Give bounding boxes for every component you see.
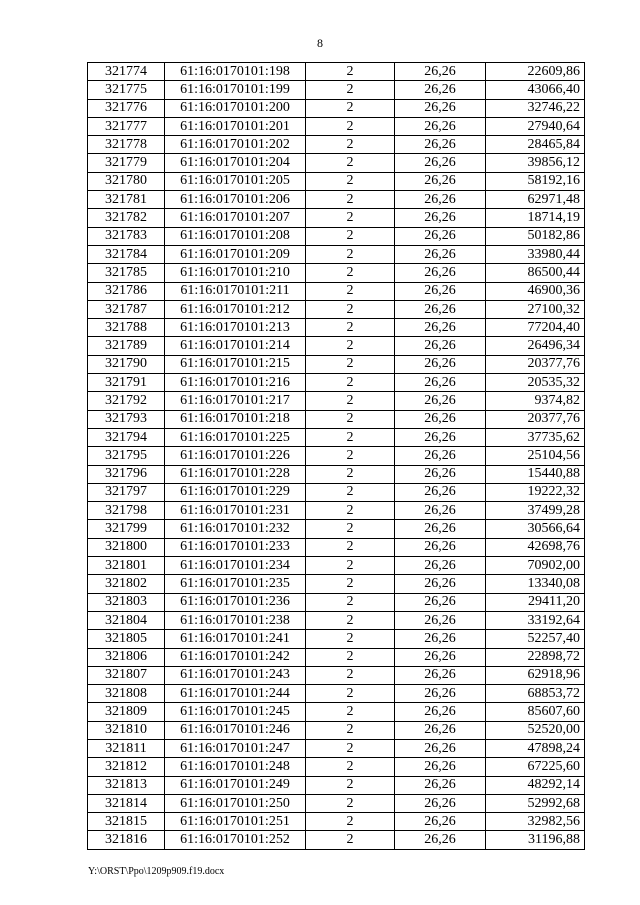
- rate-cell: 26,26: [395, 739, 486, 757]
- amount-cell: 37499,28: [486, 502, 585, 520]
- table-row: [88, 721, 585, 739]
- cadastral-number-cell: 61:16:0170101:215: [165, 355, 306, 373]
- record-number-cell: 321785: [88, 264, 165, 282]
- rate-cell: 26,26: [395, 337, 486, 355]
- amount-cell: 48292,14: [486, 776, 585, 794]
- table-row: [88, 264, 585, 282]
- category-cell: 2: [306, 227, 395, 245]
- category-cell: 2: [306, 666, 395, 684]
- rate-cell: 26,26: [395, 703, 486, 721]
- table-body: [88, 63, 585, 850]
- cadastral-number-cell: 61:16:0170101:218: [165, 410, 306, 428]
- table-row: [88, 392, 585, 410]
- rate-cell: 26,26: [395, 538, 486, 556]
- amount-cell: 52257,40: [486, 630, 585, 648]
- table-row: [88, 300, 585, 318]
- cadastral-number-cell: 61:16:0170101:226: [165, 447, 306, 465]
- rate-cell: 26,26: [395, 758, 486, 776]
- record-number-cell: 321779: [88, 154, 165, 172]
- table-row: [88, 813, 585, 831]
- amount-cell: 20377,76: [486, 410, 585, 428]
- rate-cell: 26,26: [395, 227, 486, 245]
- amount-cell: 33192,64: [486, 611, 585, 629]
- rate-cell: 26,26: [395, 630, 486, 648]
- cadastral-number-cell: 61:16:0170101:238: [165, 611, 306, 629]
- cadastral-number-cell: 61:16:0170101:242: [165, 648, 306, 666]
- table-row: [88, 593, 585, 611]
- category-cell: 2: [306, 685, 395, 703]
- amount-cell: 52520,00: [486, 721, 585, 739]
- record-number-cell: 321809: [88, 703, 165, 721]
- record-number-cell: 321793: [88, 410, 165, 428]
- page-number: 8: [317, 36, 323, 50]
- category-cell: 2: [306, 300, 395, 318]
- category-cell: 2: [306, 447, 395, 465]
- record-number-cell: 321802: [88, 575, 165, 593]
- category-cell: 2: [306, 538, 395, 556]
- category-cell: 2: [306, 557, 395, 575]
- table-row: [88, 410, 585, 428]
- rate-cell: 26,26: [395, 191, 486, 209]
- amount-cell: 43066,40: [486, 81, 585, 99]
- cadastral-number-cell: 61:16:0170101:236: [165, 593, 306, 611]
- rate-cell: 26,26: [395, 428, 486, 446]
- rate-cell: 26,26: [395, 483, 486, 501]
- record-number-cell: 321805: [88, 630, 165, 648]
- amount-cell: 52992,68: [486, 794, 585, 812]
- cadastral-number-cell: 61:16:0170101:249: [165, 776, 306, 794]
- rate-cell: 26,26: [395, 447, 486, 465]
- record-number-cell: 321777: [88, 117, 165, 135]
- record-number-cell: 321788: [88, 319, 165, 337]
- table-row: [88, 758, 585, 776]
- table-row: [88, 245, 585, 263]
- category-cell: 2: [306, 794, 395, 812]
- amount-cell: 22609,86: [486, 63, 585, 81]
- cadastral-number-cell: 61:16:0170101:248: [165, 758, 306, 776]
- cadastral-number-cell: 61:16:0170101:202: [165, 136, 306, 154]
- amount-cell: 20377,76: [486, 355, 585, 373]
- record-number-cell: 321791: [88, 374, 165, 392]
- category-cell: 2: [306, 392, 395, 410]
- table-row: [88, 81, 585, 99]
- amount-cell: 28465,84: [486, 136, 585, 154]
- cadastral-number-cell: 61:16:0170101:211: [165, 282, 306, 300]
- record-number-cell: 321804: [88, 611, 165, 629]
- cadastral-number-cell: 61:16:0170101:213: [165, 319, 306, 337]
- rate-cell: 26,26: [395, 172, 486, 190]
- category-cell: 2: [306, 245, 395, 263]
- record-number-cell: 321787: [88, 300, 165, 318]
- table-row: [88, 172, 585, 190]
- amount-cell: 33980,44: [486, 245, 585, 263]
- record-number-cell: 321812: [88, 758, 165, 776]
- rate-cell: 26,26: [395, 136, 486, 154]
- rate-cell: 26,26: [395, 282, 486, 300]
- cadastral-number-cell: 61:16:0170101:246: [165, 721, 306, 739]
- amount-cell: 9374,82: [486, 392, 585, 410]
- table-row: [88, 209, 585, 227]
- table-row: [88, 117, 585, 135]
- rate-cell: 26,26: [395, 611, 486, 629]
- record-number-cell: 321795: [88, 447, 165, 465]
- record-number-cell: 321782: [88, 209, 165, 227]
- record-number-cell: 321801: [88, 557, 165, 575]
- rate-cell: 26,26: [395, 794, 486, 812]
- table-row: [88, 831, 585, 849]
- amount-cell: 67225,60: [486, 758, 585, 776]
- table-row: [88, 63, 585, 81]
- table-row: [88, 538, 585, 556]
- record-number-cell: 321810: [88, 721, 165, 739]
- rate-cell: 26,26: [395, 355, 486, 373]
- amount-cell: 86500,44: [486, 264, 585, 282]
- category-cell: 2: [306, 465, 395, 483]
- category-cell: 2: [306, 502, 395, 520]
- category-cell: 2: [306, 63, 395, 81]
- amount-cell: 19222,32: [486, 483, 585, 501]
- cadastral-number-cell: 61:16:0170101:204: [165, 154, 306, 172]
- table-row: [88, 99, 585, 117]
- cadastral-number-cell: 61:16:0170101:247: [165, 739, 306, 757]
- record-number-cell: 321783: [88, 227, 165, 245]
- rate-cell: 26,26: [395, 721, 486, 739]
- record-number-cell: 321815: [88, 813, 165, 831]
- record-number-cell: 321790: [88, 355, 165, 373]
- category-cell: 2: [306, 593, 395, 611]
- category-cell: 2: [306, 483, 395, 501]
- amount-cell: 77204,40: [486, 319, 585, 337]
- rate-cell: 26,26: [395, 648, 486, 666]
- category-cell: 2: [306, 264, 395, 282]
- rate-cell: 26,26: [395, 831, 486, 849]
- cadastral-number-cell: 61:16:0170101:228: [165, 465, 306, 483]
- table-row: [88, 136, 585, 154]
- rate-cell: 26,26: [395, 209, 486, 227]
- amount-cell: 15440,88: [486, 465, 585, 483]
- rate-cell: 26,26: [395, 392, 486, 410]
- rate-cell: 26,26: [395, 685, 486, 703]
- category-cell: 2: [306, 117, 395, 135]
- cadastral-number-cell: 61:16:0170101:234: [165, 557, 306, 575]
- category-cell: 2: [306, 355, 395, 373]
- amount-cell: 62971,48: [486, 191, 585, 209]
- cadastral-number-cell: 61:16:0170101:225: [165, 428, 306, 446]
- table-row: [88, 428, 585, 446]
- cadastral-number-cell: 61:16:0170101:198: [165, 63, 306, 81]
- table-row: [88, 630, 585, 648]
- category-cell: 2: [306, 630, 395, 648]
- table-row: [88, 154, 585, 172]
- record-number-cell: 321784: [88, 245, 165, 263]
- record-number-cell: 321776: [88, 99, 165, 117]
- amount-cell: 70902,00: [486, 557, 585, 575]
- rate-cell: 26,26: [395, 300, 486, 318]
- cadastral-number-cell: 61:16:0170101:205: [165, 172, 306, 190]
- record-number-cell: 321778: [88, 136, 165, 154]
- cadastral-number-cell: 61:16:0170101:233: [165, 538, 306, 556]
- rate-cell: 26,26: [395, 81, 486, 99]
- record-number-cell: 321774: [88, 63, 165, 81]
- cadastral-number-cell: 61:16:0170101:216: [165, 374, 306, 392]
- rate-cell: 26,26: [395, 63, 486, 81]
- rate-cell: 26,26: [395, 245, 486, 263]
- category-cell: 2: [306, 209, 395, 227]
- table-row: [88, 374, 585, 392]
- amount-cell: 58192,16: [486, 172, 585, 190]
- category-cell: 2: [306, 520, 395, 538]
- table-row: [88, 483, 585, 501]
- category-cell: 2: [306, 319, 395, 337]
- amount-cell: 32746,22: [486, 99, 585, 117]
- record-number-cell: 321806: [88, 648, 165, 666]
- rate-cell: 26,26: [395, 410, 486, 428]
- record-number-cell: 321794: [88, 428, 165, 446]
- category-cell: 2: [306, 337, 395, 355]
- footer-file-path: Y:\ORST\Ppo\1209p909.f19.docx: [88, 866, 225, 877]
- rate-cell: 26,26: [395, 99, 486, 117]
- rate-cell: 26,26: [395, 666, 486, 684]
- cadastral-number-cell: 61:16:0170101:200: [165, 99, 306, 117]
- category-cell: 2: [306, 136, 395, 154]
- cadastral-number-cell: 61:16:0170101:217: [165, 392, 306, 410]
- table-row: [88, 337, 585, 355]
- category-cell: 2: [306, 739, 395, 757]
- amount-cell: 29411,20: [486, 593, 585, 611]
- amount-cell: 39856,12: [486, 154, 585, 172]
- table-row: [88, 447, 585, 465]
- amount-cell: 47898,24: [486, 739, 585, 757]
- table-row: [88, 557, 585, 575]
- rate-cell: 26,26: [395, 557, 486, 575]
- rate-cell: 26,26: [395, 813, 486, 831]
- cadastral-number-cell: 61:16:0170101:206: [165, 191, 306, 209]
- cadastral-number-cell: 61:16:0170101:250: [165, 794, 306, 812]
- category-cell: 2: [306, 776, 395, 794]
- category-cell: 2: [306, 648, 395, 666]
- category-cell: 2: [306, 611, 395, 629]
- record-number-cell: 321781: [88, 191, 165, 209]
- category-cell: 2: [306, 410, 395, 428]
- rate-cell: 26,26: [395, 776, 486, 794]
- cadastral-number-cell: 61:16:0170101:235: [165, 575, 306, 593]
- amount-cell: 42698,76: [486, 538, 585, 556]
- table-row: [88, 227, 585, 245]
- record-number-cell: 321792: [88, 392, 165, 410]
- table-row: [88, 520, 585, 538]
- record-number-cell: 321789: [88, 337, 165, 355]
- table-row: [88, 794, 585, 812]
- cadastral-number-cell: 61:16:0170101:241: [165, 630, 306, 648]
- amount-cell: 27940,64: [486, 117, 585, 135]
- amount-cell: 62918,96: [486, 666, 585, 684]
- rate-cell: 26,26: [395, 465, 486, 483]
- category-cell: 2: [306, 703, 395, 721]
- table-row: [88, 666, 585, 684]
- rate-cell: 26,26: [395, 264, 486, 282]
- record-number-cell: 321816: [88, 831, 165, 849]
- rate-cell: 26,26: [395, 502, 486, 520]
- record-number-cell: 321796: [88, 465, 165, 483]
- cadastral-number-cell: 61:16:0170101:214: [165, 337, 306, 355]
- cadastral-number-cell: 61:16:0170101:212: [165, 300, 306, 318]
- amount-cell: 30566,64: [486, 520, 585, 538]
- table-row: [88, 355, 585, 373]
- category-cell: 2: [306, 99, 395, 117]
- cadastral-number-cell: 61:16:0170101:252: [165, 831, 306, 849]
- table-row: [88, 465, 585, 483]
- record-number-cell: 321798: [88, 502, 165, 520]
- rate-cell: 26,26: [395, 319, 486, 337]
- category-cell: 2: [306, 191, 395, 209]
- category-cell: 2: [306, 282, 395, 300]
- table-row: [88, 739, 585, 757]
- amount-cell: 50182,86: [486, 227, 585, 245]
- amount-cell: 13340,08: [486, 575, 585, 593]
- table-row: [88, 648, 585, 666]
- table-row: [88, 703, 585, 721]
- category-cell: 2: [306, 575, 395, 593]
- amount-cell: 26496,34: [486, 337, 585, 355]
- record-number-cell: 321797: [88, 483, 165, 501]
- cadastral-number-cell: 61:16:0170101:199: [165, 81, 306, 99]
- amount-cell: 18714,19: [486, 209, 585, 227]
- category-cell: 2: [306, 758, 395, 776]
- cadastral-number-cell: 61:16:0170101:209: [165, 245, 306, 263]
- rate-cell: 26,26: [395, 520, 486, 538]
- record-number-cell: 321799: [88, 520, 165, 538]
- record-number-cell: 321814: [88, 794, 165, 812]
- table-row: [88, 575, 585, 593]
- cadastral-number-cell: 61:16:0170101:229: [165, 483, 306, 501]
- rate-cell: 26,26: [395, 154, 486, 172]
- record-number-cell: 321786: [88, 282, 165, 300]
- cadastral-number-cell: 61:16:0170101:244: [165, 685, 306, 703]
- record-number-cell: 321813: [88, 776, 165, 794]
- cadastral-number-cell: 61:16:0170101:245: [165, 703, 306, 721]
- amount-cell: 22898,72: [486, 648, 585, 666]
- record-number-cell: 321780: [88, 172, 165, 190]
- category-cell: 2: [306, 172, 395, 190]
- cadastral-table: [87, 62, 585, 850]
- table-row: [88, 685, 585, 703]
- table-row: [88, 319, 585, 337]
- amount-cell: 37735,62: [486, 428, 585, 446]
- rate-cell: 26,26: [395, 374, 486, 392]
- amount-cell: 68853,72: [486, 685, 585, 703]
- table-row: [88, 191, 585, 209]
- category-cell: 2: [306, 374, 395, 392]
- record-number-cell: 321800: [88, 538, 165, 556]
- table-row: [88, 282, 585, 300]
- cadastral-number-cell: 61:16:0170101:201: [165, 117, 306, 135]
- cadastral-number-cell: 61:16:0170101:243: [165, 666, 306, 684]
- category-cell: 2: [306, 813, 395, 831]
- table-row: [88, 611, 585, 629]
- cadastral-number-cell: 61:16:0170101:231: [165, 502, 306, 520]
- record-number-cell: 321807: [88, 666, 165, 684]
- rate-cell: 26,26: [395, 117, 486, 135]
- category-cell: 2: [306, 831, 395, 849]
- rate-cell: 26,26: [395, 593, 486, 611]
- record-number-cell: 321811: [88, 739, 165, 757]
- cadastral-number-cell: 61:16:0170101:210: [165, 264, 306, 282]
- cadastral-number-cell: 61:16:0170101:232: [165, 520, 306, 538]
- category-cell: 2: [306, 154, 395, 172]
- cadastral-number-cell: 61:16:0170101:207: [165, 209, 306, 227]
- amount-cell: 25104,56: [486, 447, 585, 465]
- category-cell: 2: [306, 428, 395, 446]
- amount-cell: 85607,60: [486, 703, 585, 721]
- rate-cell: 26,26: [395, 575, 486, 593]
- record-number-cell: 321775: [88, 81, 165, 99]
- amount-cell: 46900,36: [486, 282, 585, 300]
- amount-cell: 31196,88: [486, 831, 585, 849]
- cadastral-number-cell: 61:16:0170101:208: [165, 227, 306, 245]
- cadastral-number-cell: 61:16:0170101:251: [165, 813, 306, 831]
- category-cell: 2: [306, 721, 395, 739]
- table-row: [88, 776, 585, 794]
- record-number-cell: 321803: [88, 593, 165, 611]
- amount-cell: 27100,32: [486, 300, 585, 318]
- record-number-cell: 321808: [88, 685, 165, 703]
- amount-cell: 20535,32: [486, 374, 585, 392]
- amount-cell: 32982,56: [486, 813, 585, 831]
- category-cell: 2: [306, 81, 395, 99]
- table-row: [88, 502, 585, 520]
